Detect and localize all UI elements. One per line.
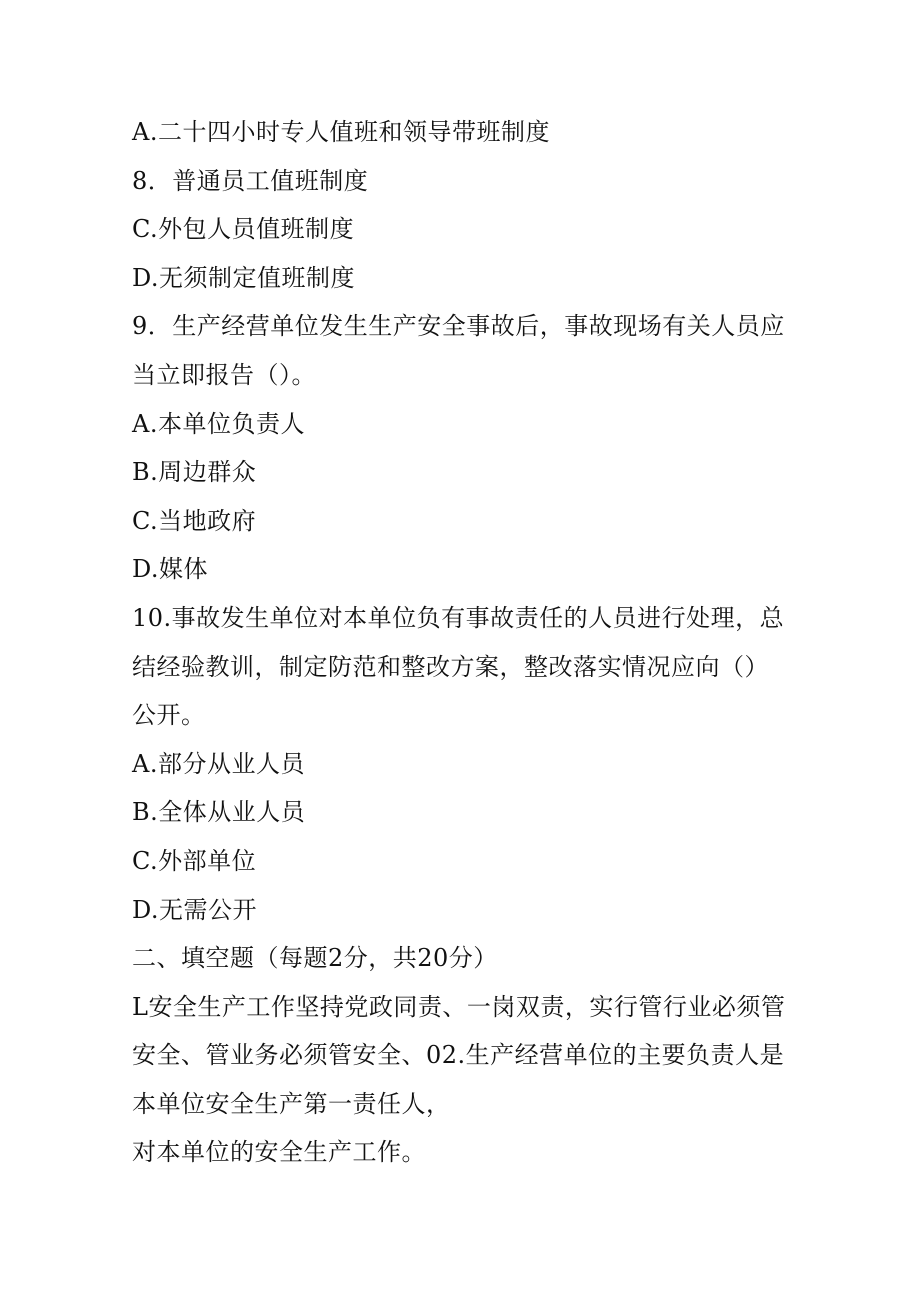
option-d-q10: D.无需公开 [132,895,258,924]
fill-question-2-line-1: 本单位安全生产第一责任人， [132,1089,451,1118]
fill-question-1-line-1: L安全生产工作坚持党政同责、一岗双责，实行管行业必须管 [132,992,786,1021]
question-10-line-2: 结经验教训，制定防范和整改方案，整改落实情况应向（） [132,652,769,681]
option-c-q10: C.外部单位 [132,846,257,875]
option-a-q10: A.部分从业人员 [132,749,305,778]
section-heading-fill-in: 二、填空题（每题2分，共20分） [132,944,498,973]
question-10-line-3: 公开。 [132,701,206,730]
fill-question-2-line-2: 对本单位的安全生产工作。 [132,1138,426,1167]
option-a-q8: A.二十四小时专人值班和领导带班制度 [132,118,550,146]
question-9-line-1: 9．生产经营单位发生生产安全事故后，事故现场有关人员应 [132,312,785,341]
document-page [132,108,812,1177]
option-d-q9: D.媒体 [132,555,209,584]
option-a-q9: A.本单位负责人 [132,409,305,438]
option-d-q8: D.无须制定值班制度 [132,263,356,292]
question-9-line-2: 当立即报告（）。 [132,360,316,389]
fill-question-1-line-2: 安全、管业务必须管安全、02.生产经营单位的主要负责人是 [132,1041,785,1070]
question-10-line-1: 10.事故发生单位对本单位负有事故责任的人员进行处理，总 [132,603,785,632]
option-b-q9: B.周边群众 [132,458,257,487]
option-c-q8: C.外包人员值班制度 [132,215,355,244]
option-c-q9: C.当地政府 [132,506,257,535]
option-b-q8: 8．普通员工值班制度 [132,166,369,195]
option-b-q10: B.全体从业人员 [132,798,306,827]
